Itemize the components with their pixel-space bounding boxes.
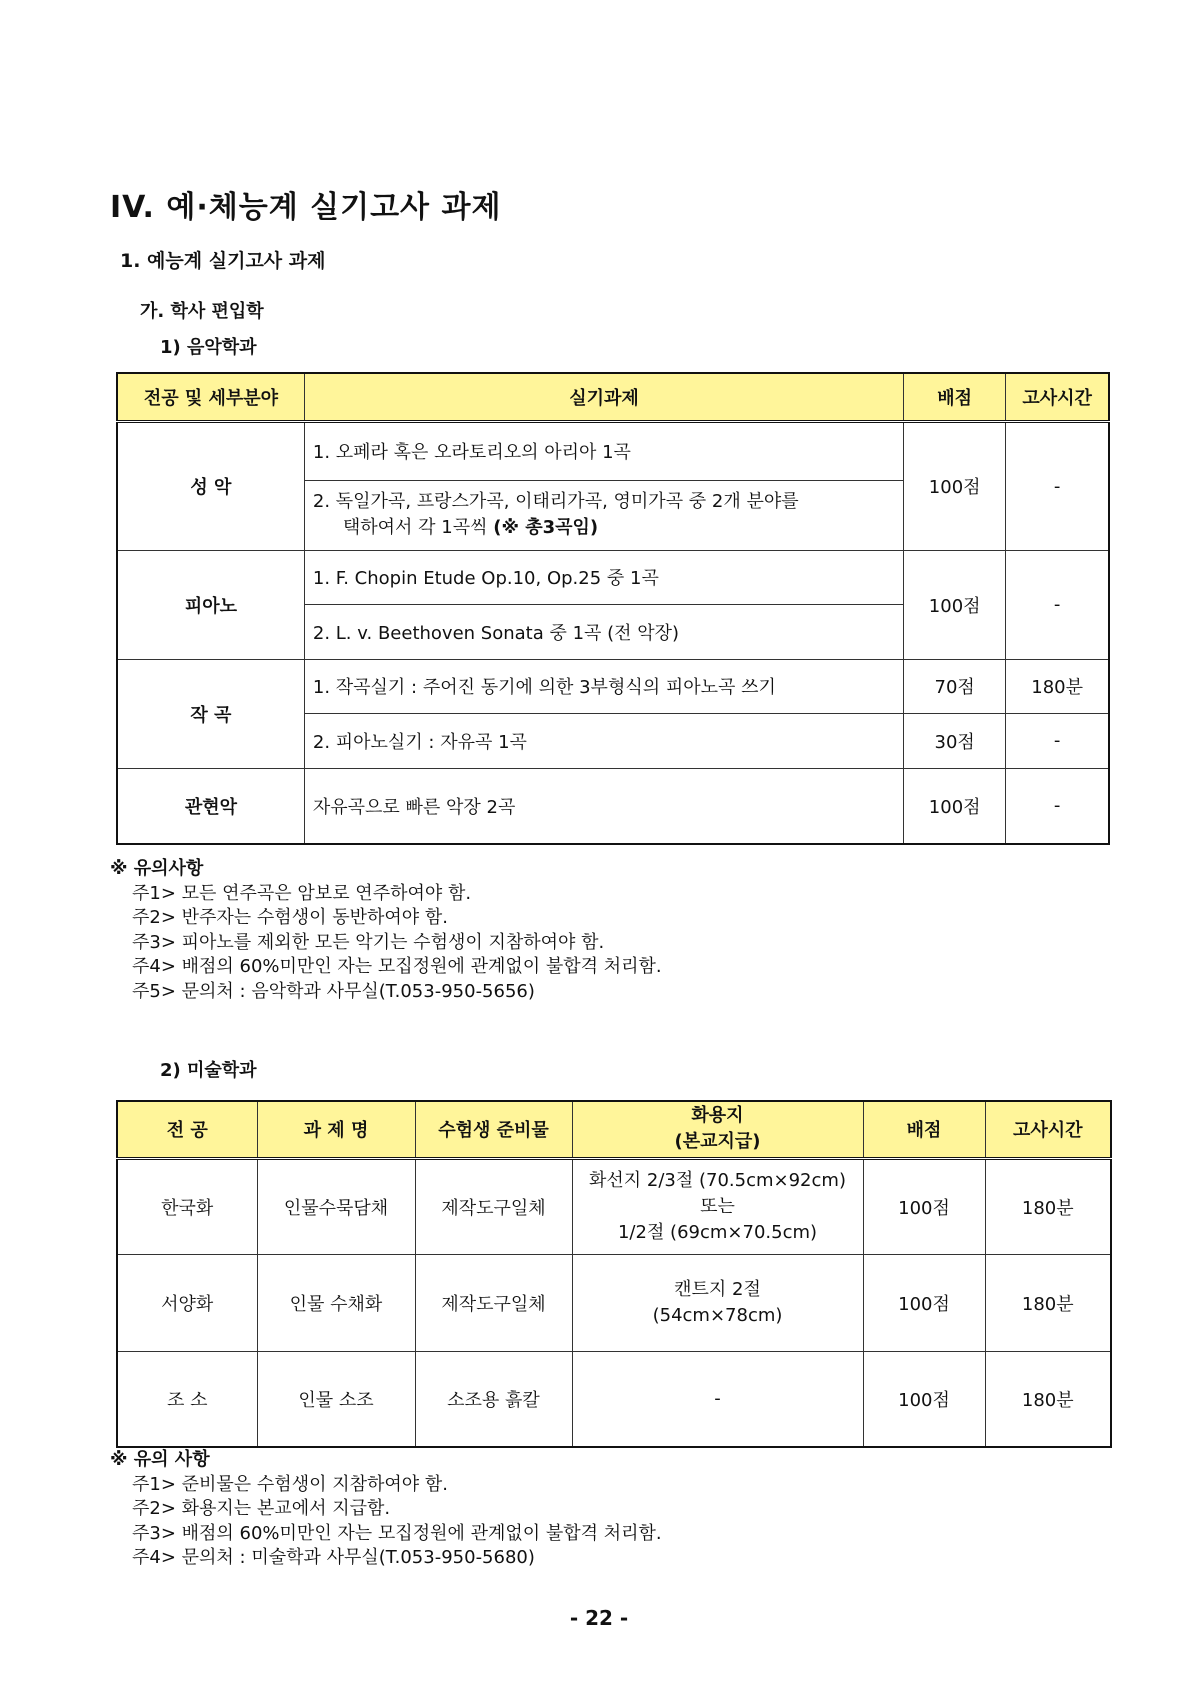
art-time: 180분	[985, 1158, 1111, 1254]
header-time: 고사시간	[1006, 373, 1109, 421]
composition-score-1: 70점	[904, 659, 1006, 713]
orchestra-time: -	[1006, 768, 1109, 844]
art-task: 인물 수채화	[257, 1254, 415, 1351]
art-table	[116, 1100, 1112, 1448]
subsection-heading: 가. 학사 편입학	[140, 301, 264, 322]
music-notes	[110, 857, 662, 1004]
vocal-total-note: (※ 총3곡임)	[493, 517, 599, 538]
note-item: 주4> 문의처 : 미술학과 사무실(T.053-950-5680)	[132, 1547, 535, 1568]
art-prep: 제작도구일체	[415, 1254, 572, 1351]
composition-task-1: 1. 작곡실기 : 주어진 동기에 의한 3부형식의 피아노곡 쓰기	[304, 659, 903, 713]
piano-task-2: 2. L. v. Beethoven Sonata 중 1곡 (전 악장)	[304, 604, 903, 659]
composition-name: 작 곡	[117, 659, 304, 768]
art-paper: -	[572, 1351, 863, 1447]
note-item: 주2> 화용지는 본교에서 지급함.	[132, 1498, 391, 1519]
vocal-task-2	[304, 480, 903, 550]
header-time: 고사시간	[985, 1101, 1111, 1158]
composition-score-2: 30점	[904, 713, 1006, 768]
art-task: 인물 소조	[257, 1351, 415, 1447]
music-table	[116, 372, 1110, 845]
art-time: 180분	[985, 1351, 1111, 1447]
art-score: 100점	[863, 1351, 985, 1447]
orchestra-score: 100점	[904, 768, 1006, 844]
header-major: 전공 및 세부분야	[117, 373, 304, 421]
table-row	[117, 768, 1109, 844]
vocal-task-1: 1. 오페라 혹은 오라토리오의 아리아 1곡	[304, 421, 903, 480]
art-major: 한국화	[117, 1158, 257, 1254]
vocal-task-2-line1: 2. 독일가곡, 프랑스가곡, 이태리가곡, 영미가곡 중 2개 분야를	[312, 491, 799, 512]
table-row	[117, 1254, 1111, 1351]
section-heading: 1. 예능계 실기고사 과제	[120, 250, 326, 272]
header-major: 전 공	[117, 1101, 257, 1158]
art-major: 서양화	[117, 1254, 257, 1351]
table-header-row	[117, 373, 1109, 421]
orchestra-task: 자유곡으로 빠른 악장 2곡	[304, 768, 903, 844]
art-notes	[110, 1448, 662, 1571]
art-score: 100점	[863, 1254, 985, 1351]
header-task: 과 제 명	[257, 1101, 415, 1158]
art-prep: 소조용 흙칼	[415, 1351, 572, 1447]
orchestra-name: 관현악	[117, 768, 304, 844]
art-task: 인물수묵담채	[257, 1158, 415, 1254]
note-item: 주3> 피아노를 제외한 모든 악기는 수험생이 지참하여야 함.	[132, 931, 605, 953]
table-row	[117, 550, 1109, 604]
page-number: - 22 -	[569, 1606, 629, 1630]
composition-task-2: 2. 피아노실기 : 자유곡 1곡	[304, 713, 903, 768]
piano-task-1: 1. F. Chopin Etude Op.10, Op.25 중 1곡	[304, 550, 903, 604]
composition-time-1: 180분	[1006, 659, 1109, 713]
header-task: 실기과제	[304, 373, 903, 421]
table-row	[117, 1158, 1111, 1254]
note-item: 주4> 배점의 60%미만인 자는 모집정원에 관계없이 불합격 처리함.	[132, 956, 662, 977]
art-paper: 캔트지 2절 (54cm×78cm)	[572, 1254, 863, 1351]
art-heading: 2) 미술학과	[160, 1060, 257, 1081]
note-item: 주5> 문의처 : 음악학과 사무실(T.053-950-5656)	[132, 980, 535, 1002]
table-row	[117, 421, 1109, 480]
table-header-row	[117, 1101, 1111, 1158]
art-score: 100점	[863, 1158, 985, 1254]
art-prep: 제작도구일체	[415, 1158, 572, 1254]
note-item: 주2> 반주자는 수험생이 동반하여야 함.	[132, 907, 448, 928]
table-row	[117, 1351, 1111, 1447]
vocal-task-2-line2: 택하여서 각 1곡씩 (※ 총3곡임)	[342, 517, 599, 538]
music-heading: 1) 음악학과	[160, 337, 257, 358]
header-score: 배점	[904, 373, 1006, 421]
piano-score: 100점	[904, 550, 1006, 659]
header-prep: 수험생 준비물	[415, 1101, 572, 1158]
piano-time: -	[1006, 550, 1109, 659]
header-score: 배점	[863, 1101, 985, 1158]
note-item: 주1> 모든 연주곡은 암보로 연주하여야 함.	[132, 882, 472, 904]
composition-time-2: -	[1006, 713, 1109, 768]
music-notes-title: ※ 유의사항	[110, 858, 204, 879]
note-item: 주1> 준비물은 수험생이 지참하여야 함.	[132, 1473, 448, 1495]
art-major: 조 소	[117, 1351, 257, 1447]
header-paper: 화용지 (본교지급)	[572, 1101, 863, 1158]
vocal-name: 성 악	[117, 421, 304, 550]
art-notes-title: ※ 유의 사항	[110, 1449, 210, 1470]
vocal-score: 100점	[904, 421, 1006, 550]
table-row	[117, 659, 1109, 713]
note-item: 주3> 배점의 60%미만인 자는 모집정원에 관계없이 불합격 처리함.	[132, 1522, 662, 1544]
art-paper: 화선지 2/3절 (70.5cm×92cm) 또는 1/2절 (69cm×70.5cm)	[572, 1158, 863, 1254]
art-time: 180분	[985, 1254, 1111, 1351]
piano-name: 피아노	[117, 550, 304, 659]
vocal-time: -	[1006, 421, 1109, 550]
page-title: IV. 예·체능계 실기고사 과제	[110, 190, 502, 225]
